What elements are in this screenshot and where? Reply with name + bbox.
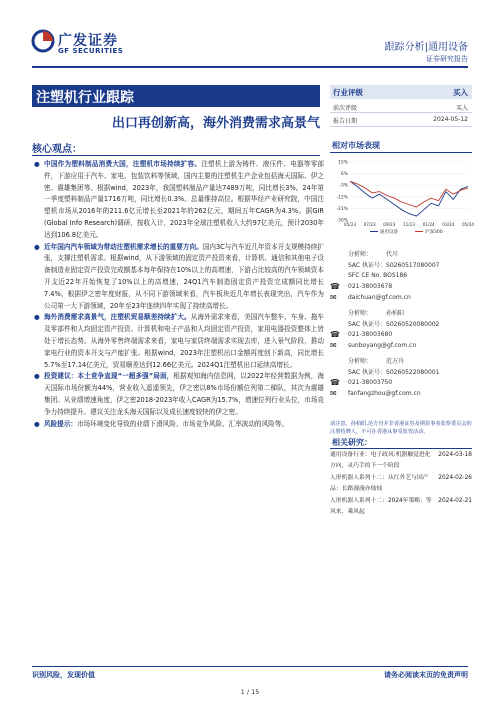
key-points-list [32,159,324,430]
key-point-heading: 海外消费需求高景气，注塑机贸易顺差持续扩大。 [44,313,191,322]
bullet-dot-icon: ● [34,242,40,251]
analyst-field: SAC 执证号：S0260522080001 [348,369,440,376]
key-point-text: 从海外需求来看，美国汽车整车、车身、拖车及零部件和人均固定资产投资、计算机和电子产品和人均固定资产投资，家用电器投资整体上皆处于增长态势。从海外零售终端需求来看，家电与家居终端需求实现去库，进入景气阶段，推动家电行业的资本开支与产能扩张。根据wind，2023年注塑机出口金额再度创下新高，同比增长5.7%至17.14亿美元，贸易顺差达到12.66亿美元。2024Q1注塑机出口延续高增长。 [44,313,325,369]
phone-icon: ☎ [330,330,340,339]
bullet-dot-icon: ● [34,160,40,168]
analyst-row [330,366,472,377]
key-point-heading: 投资建议：本土竞争直现“一超多强”局面， [44,372,174,381]
chart-x-tick: 11/23 [402,222,416,227]
analyst-row [330,259,472,270]
analyst-card [330,248,472,303]
chart-y-tick: -21% [336,206,348,212]
market-section-title: 相对市场表现 [332,141,380,150]
report-subtype: 证券研究报告 [426,55,468,63]
bullet-dot-icon: ● [34,419,40,428]
email-icon: ✉ [330,389,337,398]
report-type: 跟踪分析|通用设备 [384,42,468,53]
analyst-field: 分析师： [348,310,373,317]
analyst-card [330,355,472,399]
chart-y-tick: -30% [336,218,348,224]
analyst-row [330,377,472,388]
chart-y-tick: -12% [336,195,348,201]
analyst-field: 021-38003680 [348,331,393,338]
relative-performance-chart [330,158,475,238]
report-date-label: 报告日期 [333,118,358,125]
rating-divider [330,112,472,113]
chart-x-tick: 09/23 [383,222,396,227]
chart-x-tick: 01/24 [422,222,435,227]
analyst-card [330,307,472,351]
phone-icon: ☎ [330,282,340,291]
chart-legend-label: 沪深300 [425,230,443,235]
analyst-row [330,281,472,292]
email-icon: ✉ [330,341,337,350]
chart-x-tick: 03/24 [442,222,455,227]
rating-divider-bottom [330,126,472,127]
report-subtitle: 出口再创新高，海外消费需求高景气 [111,116,320,131]
analyst-field[interactable]: sunboyang@gf.com.cn [348,342,417,349]
chart-x-tick: 05/24 [461,222,475,227]
key-point-5 [32,419,324,431]
related-report-date: 2024-03-18 [438,452,472,458]
related-report-date: 2024-02-21 [438,497,472,504]
analyst-row [330,270,472,281]
analyst-field[interactable]: fanfangzhou@gf.com.cn [348,390,421,397]
related-report-date: 2024-02-26 [438,474,472,481]
footer-slogan: 识别风险，发现价值 [32,671,95,679]
report-title: 注塑机行业跟踪 [36,90,134,106]
related-divider [330,448,472,449]
analyst-row [330,329,472,340]
analyst-name: 范方舟 [386,358,405,365]
chart-series-line-1 [350,181,468,216]
related-section-title: 相关研究： [332,438,372,447]
key-point-heading: 中国作为塑料制品消费大国，注塑机市场持续扩容。 [44,160,202,168]
rating-value: 买入 [453,88,468,97]
chart-x-tick: 07/23 [363,222,376,227]
analyst-row [330,318,472,329]
analyst-field: SAC 执证号：S0260517080007 [348,262,440,269]
analyst-name: 孙柏阳 [386,310,405,317]
analyst-row [330,292,472,303]
rating-label: 行业评级 [333,88,363,97]
analyst-row [330,355,472,366]
bullet-dot-icon: ● [34,313,40,322]
related-report-title: 人形机器人系列十二：2024年策略：等风来，乘风起 [330,497,432,516]
company-name-en: GF SECURITIES [58,47,124,55]
key-point-heading: 近年国内汽车领域为带动注塑机需求增长的重要方向。 [44,242,203,251]
analyst-field: 021-38003750 [348,379,393,386]
analyst-row [330,340,472,351]
key-points-label: 核心观点： [32,144,82,155]
analyst-field: 021-38003678 [348,283,393,290]
phone-icon: ☎ [330,378,340,387]
chart-y-tick: 6% [340,172,348,178]
report-date-value: 2024-05-12 [433,116,468,123]
key-point-text: 市场环境变化导致的业绩下滑风险、市场竞争风险、汇率波动的风险等。 [76,419,288,428]
related-list [330,450,472,518]
key-point-3 [32,312,324,371]
key-point-4 [32,371,324,418]
key-point-2 [32,242,324,313]
page-number: 1 / 15 [240,688,260,696]
related-report-title: 人形机器人系列十二：从红外艺与国产品：长路漫漫亦灿灿 [330,474,429,493]
analyst-field: SFC CE No. BOS186 [348,272,408,279]
key-point-text: 根据观知海内信息网，以2022年经营数据为例，海天国际市场份额为44%，营业收入遥遥领先，伊之密以8%市场份额位列第二梯队，其次为震雄集团。从业绩增速角度，伊之密2018-2023年收入CAGR为15.7%，增速位列行业头位，市场竞争力持续提升。建议关注龙头海天国际以及成长速度较快的伊之密。 [44,372,325,416]
bullet-dot-icon: ● [34,372,40,381]
key-points-divider [32,155,320,156]
key-point-1 [32,159,324,242]
key-point-heading: 风险提示： [44,419,77,428]
chart-x-tick: 05/23 [343,222,357,227]
related-report-link[interactable] [330,450,472,473]
related-report-title: 通用设备行业：电子政风:机器触觉进化方向，灵巧手的下一个阶段 [330,452,431,470]
disclaimer-note: 请注意，孙柏阳,范方舟并非香港证券及期货事务监察委员会的注册持牌人，不可在香港从事受监管活动。 [330,421,472,435]
chart-y-tick: -3% [339,183,348,189]
footer-disclaimer: 请务必阅读末页的免责声明 [384,671,468,679]
analyst-row [330,388,472,399]
analyst-name: 代川 [386,251,399,258]
related-report-link[interactable] [330,496,472,519]
chart-y-tick: 15% [337,160,348,166]
related-report-link[interactable] [330,473,472,496]
analyst-field: 分析师： [348,358,373,365]
market-divider [330,152,472,153]
footer-divider [32,666,468,667]
header-divider [32,66,468,68]
chart-legend-label: 通用设备 [380,230,398,235]
analyst-field: 分析师： [348,251,373,258]
prev-rating-label: 前次评级 [333,105,358,112]
key-point-text: 国内3C与汽车近几年资本开支规模持续扩张，支撑注塑机需求。根据wind，从下游领域的固定资产投资来看，计算机、通信和其他电子设备制造业固定资产投资完成额基本每年保持在10%以上的高增速，下游占比较高的汽车领域资本开支近22年开始恢复了10%以上的高增速，24Q1汽车制造固定资产投资完成额同比增长7.4%。根据伊之密年度财报，从不同下游领域来看，汽车板块近几年增长表现突出，汽车作为公司第一大下游领域，20年至23年连续四年实现了持续高增长。 [44,242,324,310]
prev-rating-value: 买入 [455,105,468,112]
analyst-list [330,248,472,403]
analyst-row [330,248,472,259]
key-point-text: 注塑机上游为铸件、液压件、电器等零部件，下游应用于汽车、家电、包装饮料等领域，国内主要的注塑机生产企业包括海天国际、伊之密、震雄集团等。根据wind，2023年，我国塑料制品产量达7489万吨，同比增长3%。24年第一季度塑料制品产量1716万吨，同比增长0.3%。总量维持高位。根据华经产业研究院，中国注塑机市场从2016年的211.6亿元增长至2021年的262亿元，期间五年CAGR为4.3%。据GIR (Global Info Research)调研，按收入计，2023年全球注塑机收入大约97亿美元，预计2030年达到106.8亿美元。 [44,160,325,239]
analyst-field[interactable]: daichuan@gf.com.cn [348,294,411,301]
analyst-field: SAC 执证号：S0260520080002 [348,321,440,328]
email-icon: ✉ [330,293,337,302]
company-logo-icon [32,30,54,52]
company-name: 广发证券 [58,33,118,49]
analyst-row [330,307,472,318]
